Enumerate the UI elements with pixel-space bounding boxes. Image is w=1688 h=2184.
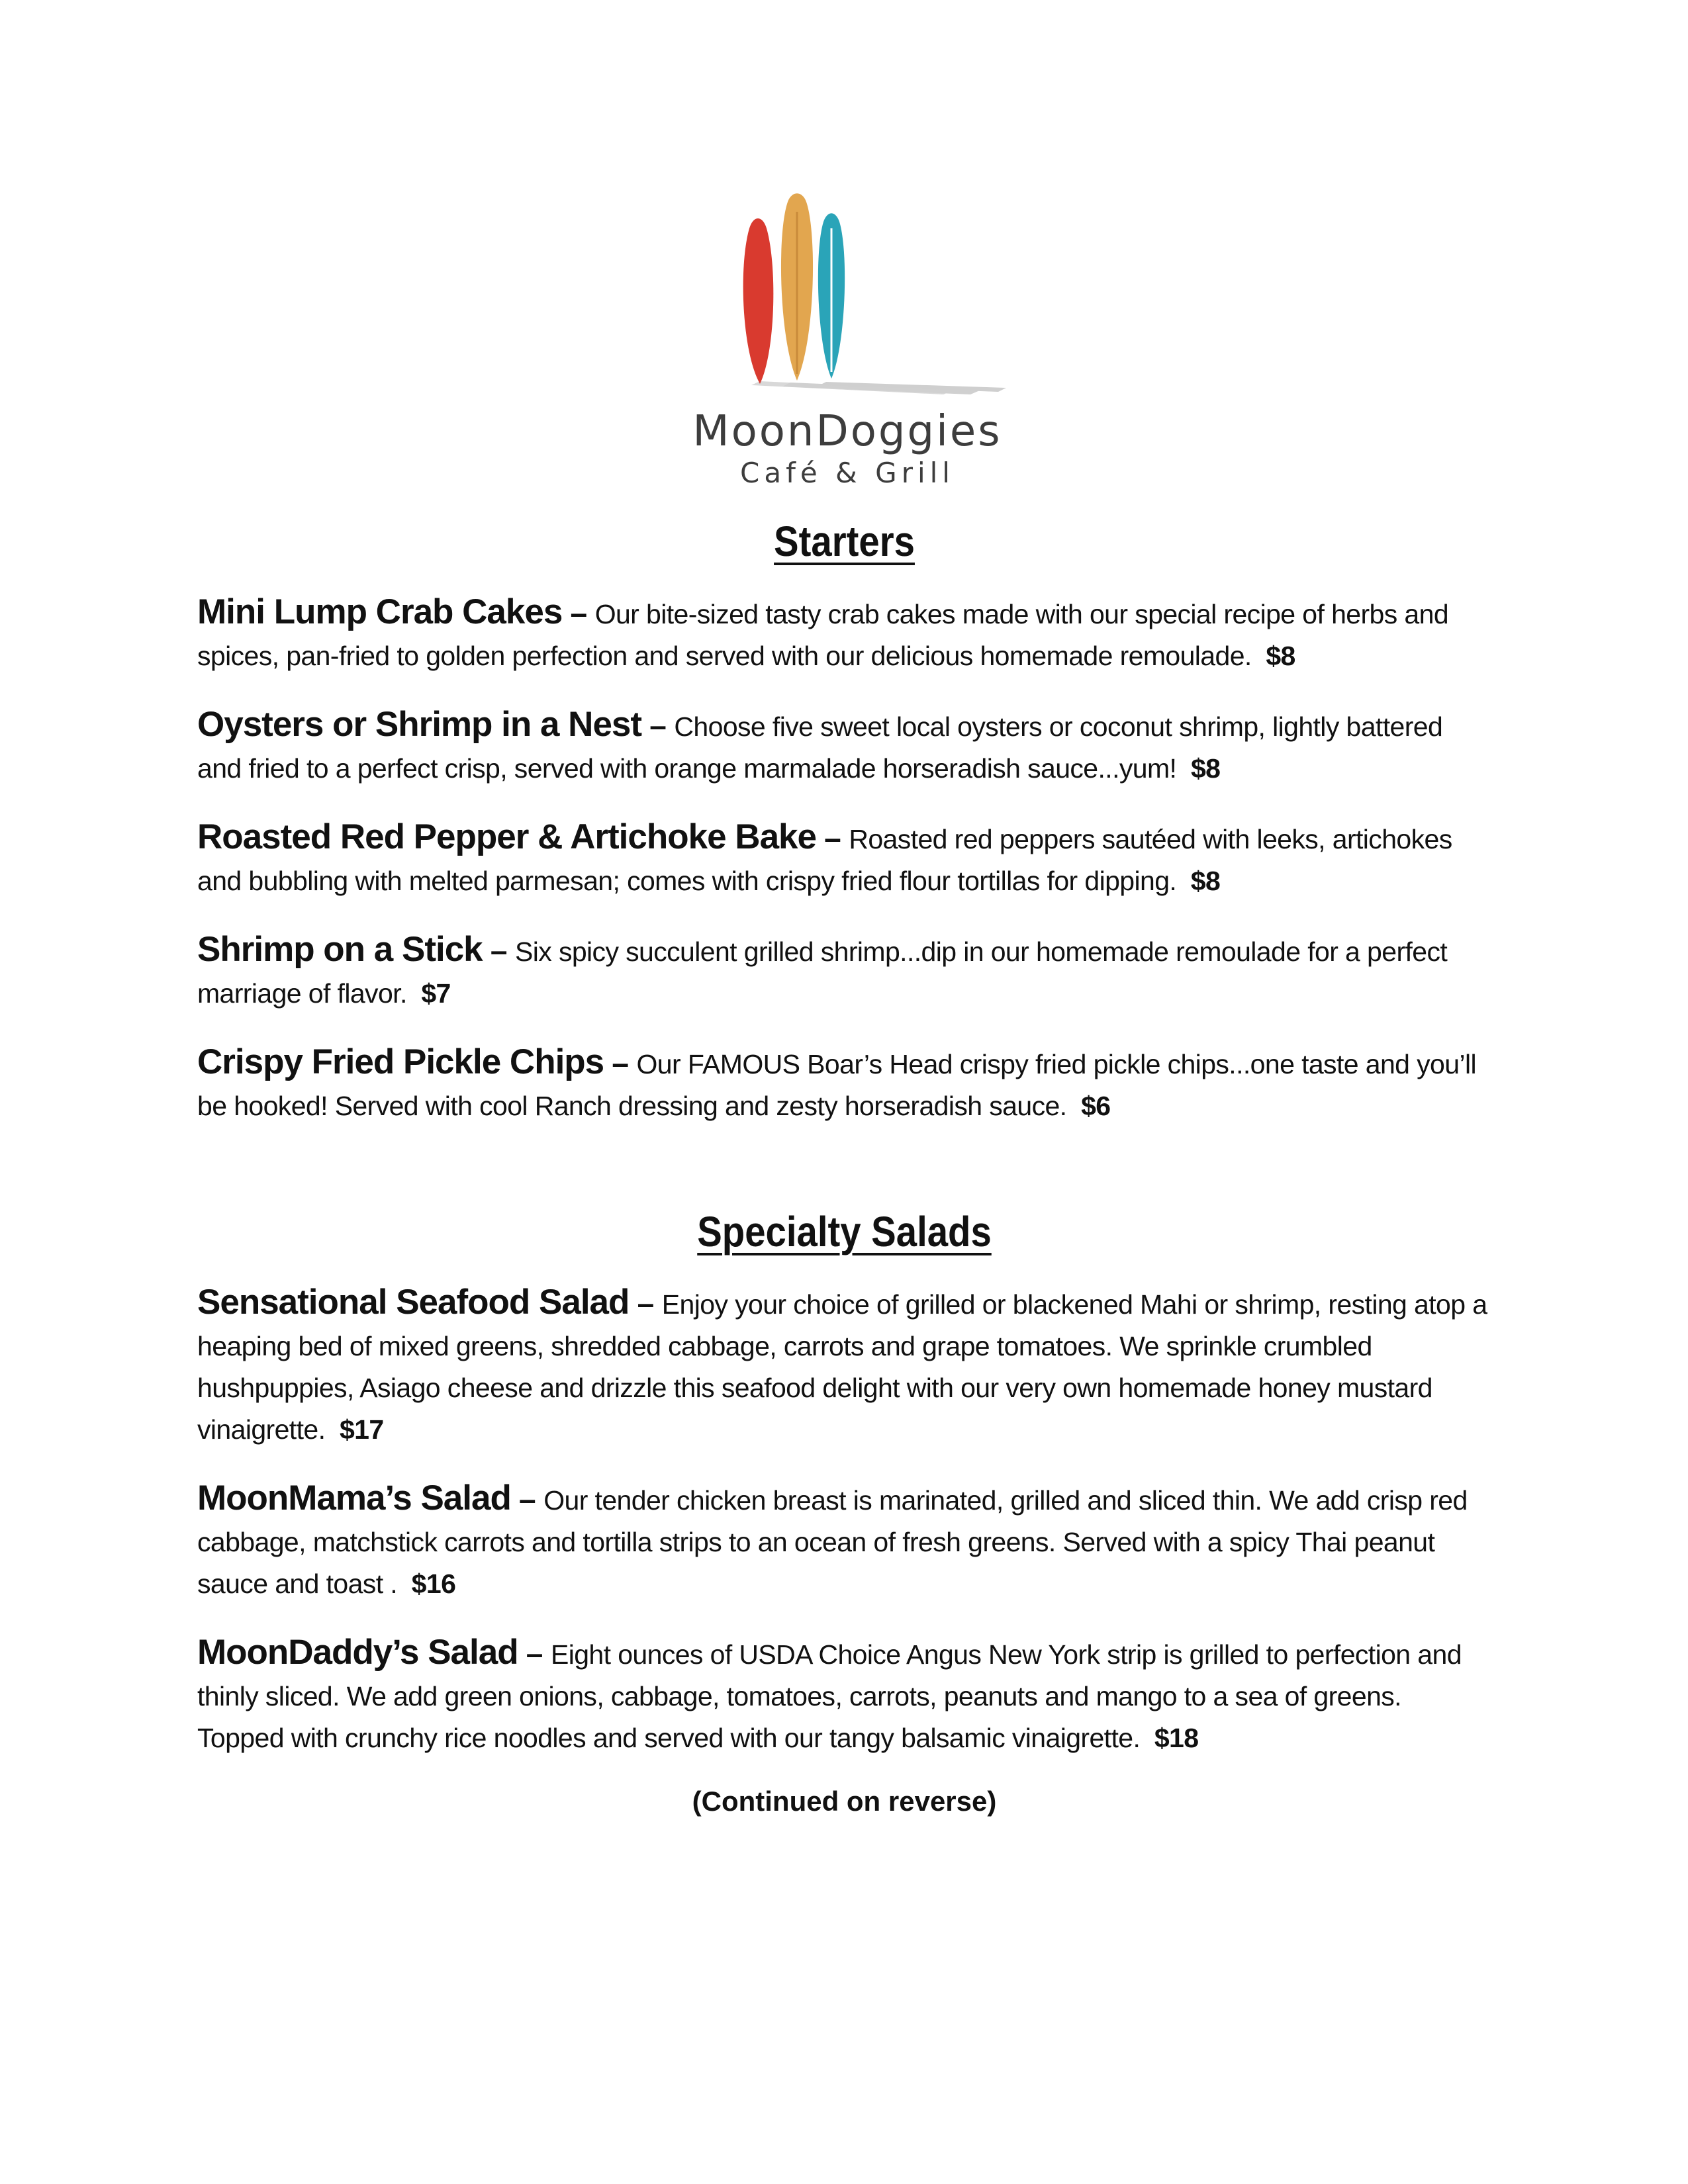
- menu-content: [197, 516, 1491, 1817]
- item-price: $8: [1190, 752, 1221, 784]
- item-name: Mini Lump Crab Cakes: [197, 592, 563, 631]
- item-description: Enjoy your choice of grilled or blackened Mahi or shrimp, resting atop a heaping bed of mixed greens, shredded cabbage, carrots and grape tomatoes. We sprinkle crumbled hushpuppies, Asiago cheese and drizzle this seafood delight with our very own homemade honey mustard vinaigrette.: [197, 1289, 1487, 1445]
- item-name: Oysters or Shrimp in a Nest: [197, 704, 642, 744]
- menu-item: [197, 929, 1491, 1015]
- item-price: $18: [1154, 1722, 1199, 1753]
- item-price: $8: [1190, 865, 1221, 896]
- item-description: Our bite-sized tasty crab cakes made with our special recipe of herbs and spices, pan-fried to golden perfection and served with our delicious homemade remoulade.: [197, 598, 1449, 671]
- menu-item: [197, 1477, 1491, 1605]
- item-dash: –: [604, 1045, 637, 1080]
- item-name: Shrimp on a Stick: [197, 929, 483, 969]
- item-description: Our FAMOUS Boar’s Head crispy fried pickle chips...one taste and you’ll be hooked! Served with cool Ranch dressing and zesty horseradish sauce.: [197, 1048, 1476, 1121]
- item-price: $17: [339, 1414, 384, 1445]
- restaurant-logo: [609, 192, 1086, 496]
- logo-wordmark: MoonDoggies: [692, 407, 1002, 456]
- item-dash: –: [510, 1481, 544, 1516]
- item-description: Roasted red peppers sautéed with leeks, artichokes and bubbling with melted parmesan; comes with crispy fried flour tortillas for dipping.: [197, 823, 1452, 896]
- menu-item: [197, 1631, 1491, 1759]
- item-price: $7: [421, 978, 451, 1009]
- item-name: Crispy Fried Pickle Chips: [197, 1042, 604, 1081]
- item-name: MoonDaddy’s Salad: [197, 1632, 518, 1672]
- item-name: MoonMama’s Salad: [197, 1478, 511, 1518]
- item-dash: –: [629, 1285, 662, 1320]
- item-dash: –: [562, 595, 595, 630]
- surfboards-icon: [609, 192, 1086, 410]
- item-dash: –: [482, 933, 515, 968]
- item-price: $16: [411, 1568, 456, 1599]
- menu-item: [197, 1281, 1491, 1451]
- item-name: Roasted Red Pepper & Artichoke Bake: [197, 817, 816, 856]
- item-price: $8: [1266, 640, 1295, 671]
- menu-item: [197, 1041, 1491, 1127]
- item-description: Eight ounces of USDA Choice Angus New York strip is grilled to perfection and thinly sliced. We add green onions, cabbage, tomatoes, carrots, peanuts and mango to a sea of greens. Topped with crunchy rice noodles and served with our tangy balsamic vinaigrette.: [197, 1639, 1462, 1753]
- item-dash: –: [641, 707, 675, 743]
- section-title-starters: Starters: [774, 518, 915, 565]
- logo-subtitle: Café & Grill: [740, 457, 955, 489]
- item-dash: –: [816, 820, 849, 855]
- item-name: Sensational Seafood Salad: [197, 1282, 630, 1322]
- item-dash: –: [518, 1635, 551, 1670]
- menu-item: [197, 816, 1491, 902]
- section-title-specialty-salads: Specialty Salads: [697, 1207, 992, 1255]
- item-description: Our tender chicken breast is marinated, grilled and sliced thin. We add crisp red cabbage, matchstick carrots and tortilla strips to an ocean of fresh greens. Served with a spicy Thai peanut sauce and toast .: [197, 1484, 1468, 1599]
- continued-note: (Continued on reverse): [692, 1785, 997, 1817]
- menu-item: [197, 591, 1491, 677]
- item-description: Choose five sweet local oysters or coconut shrimp, lightly battered and fried to a perfect crisp, served with orange marmalade horseradish sauce...yum!: [197, 711, 1443, 784]
- item-price: $6: [1081, 1090, 1111, 1121]
- item-description: Six spicy succulent grilled shrimp...dip in our homemade remoulade for a perfect marriage of flavor.: [197, 936, 1448, 1009]
- menu-item: [197, 704, 1491, 790]
